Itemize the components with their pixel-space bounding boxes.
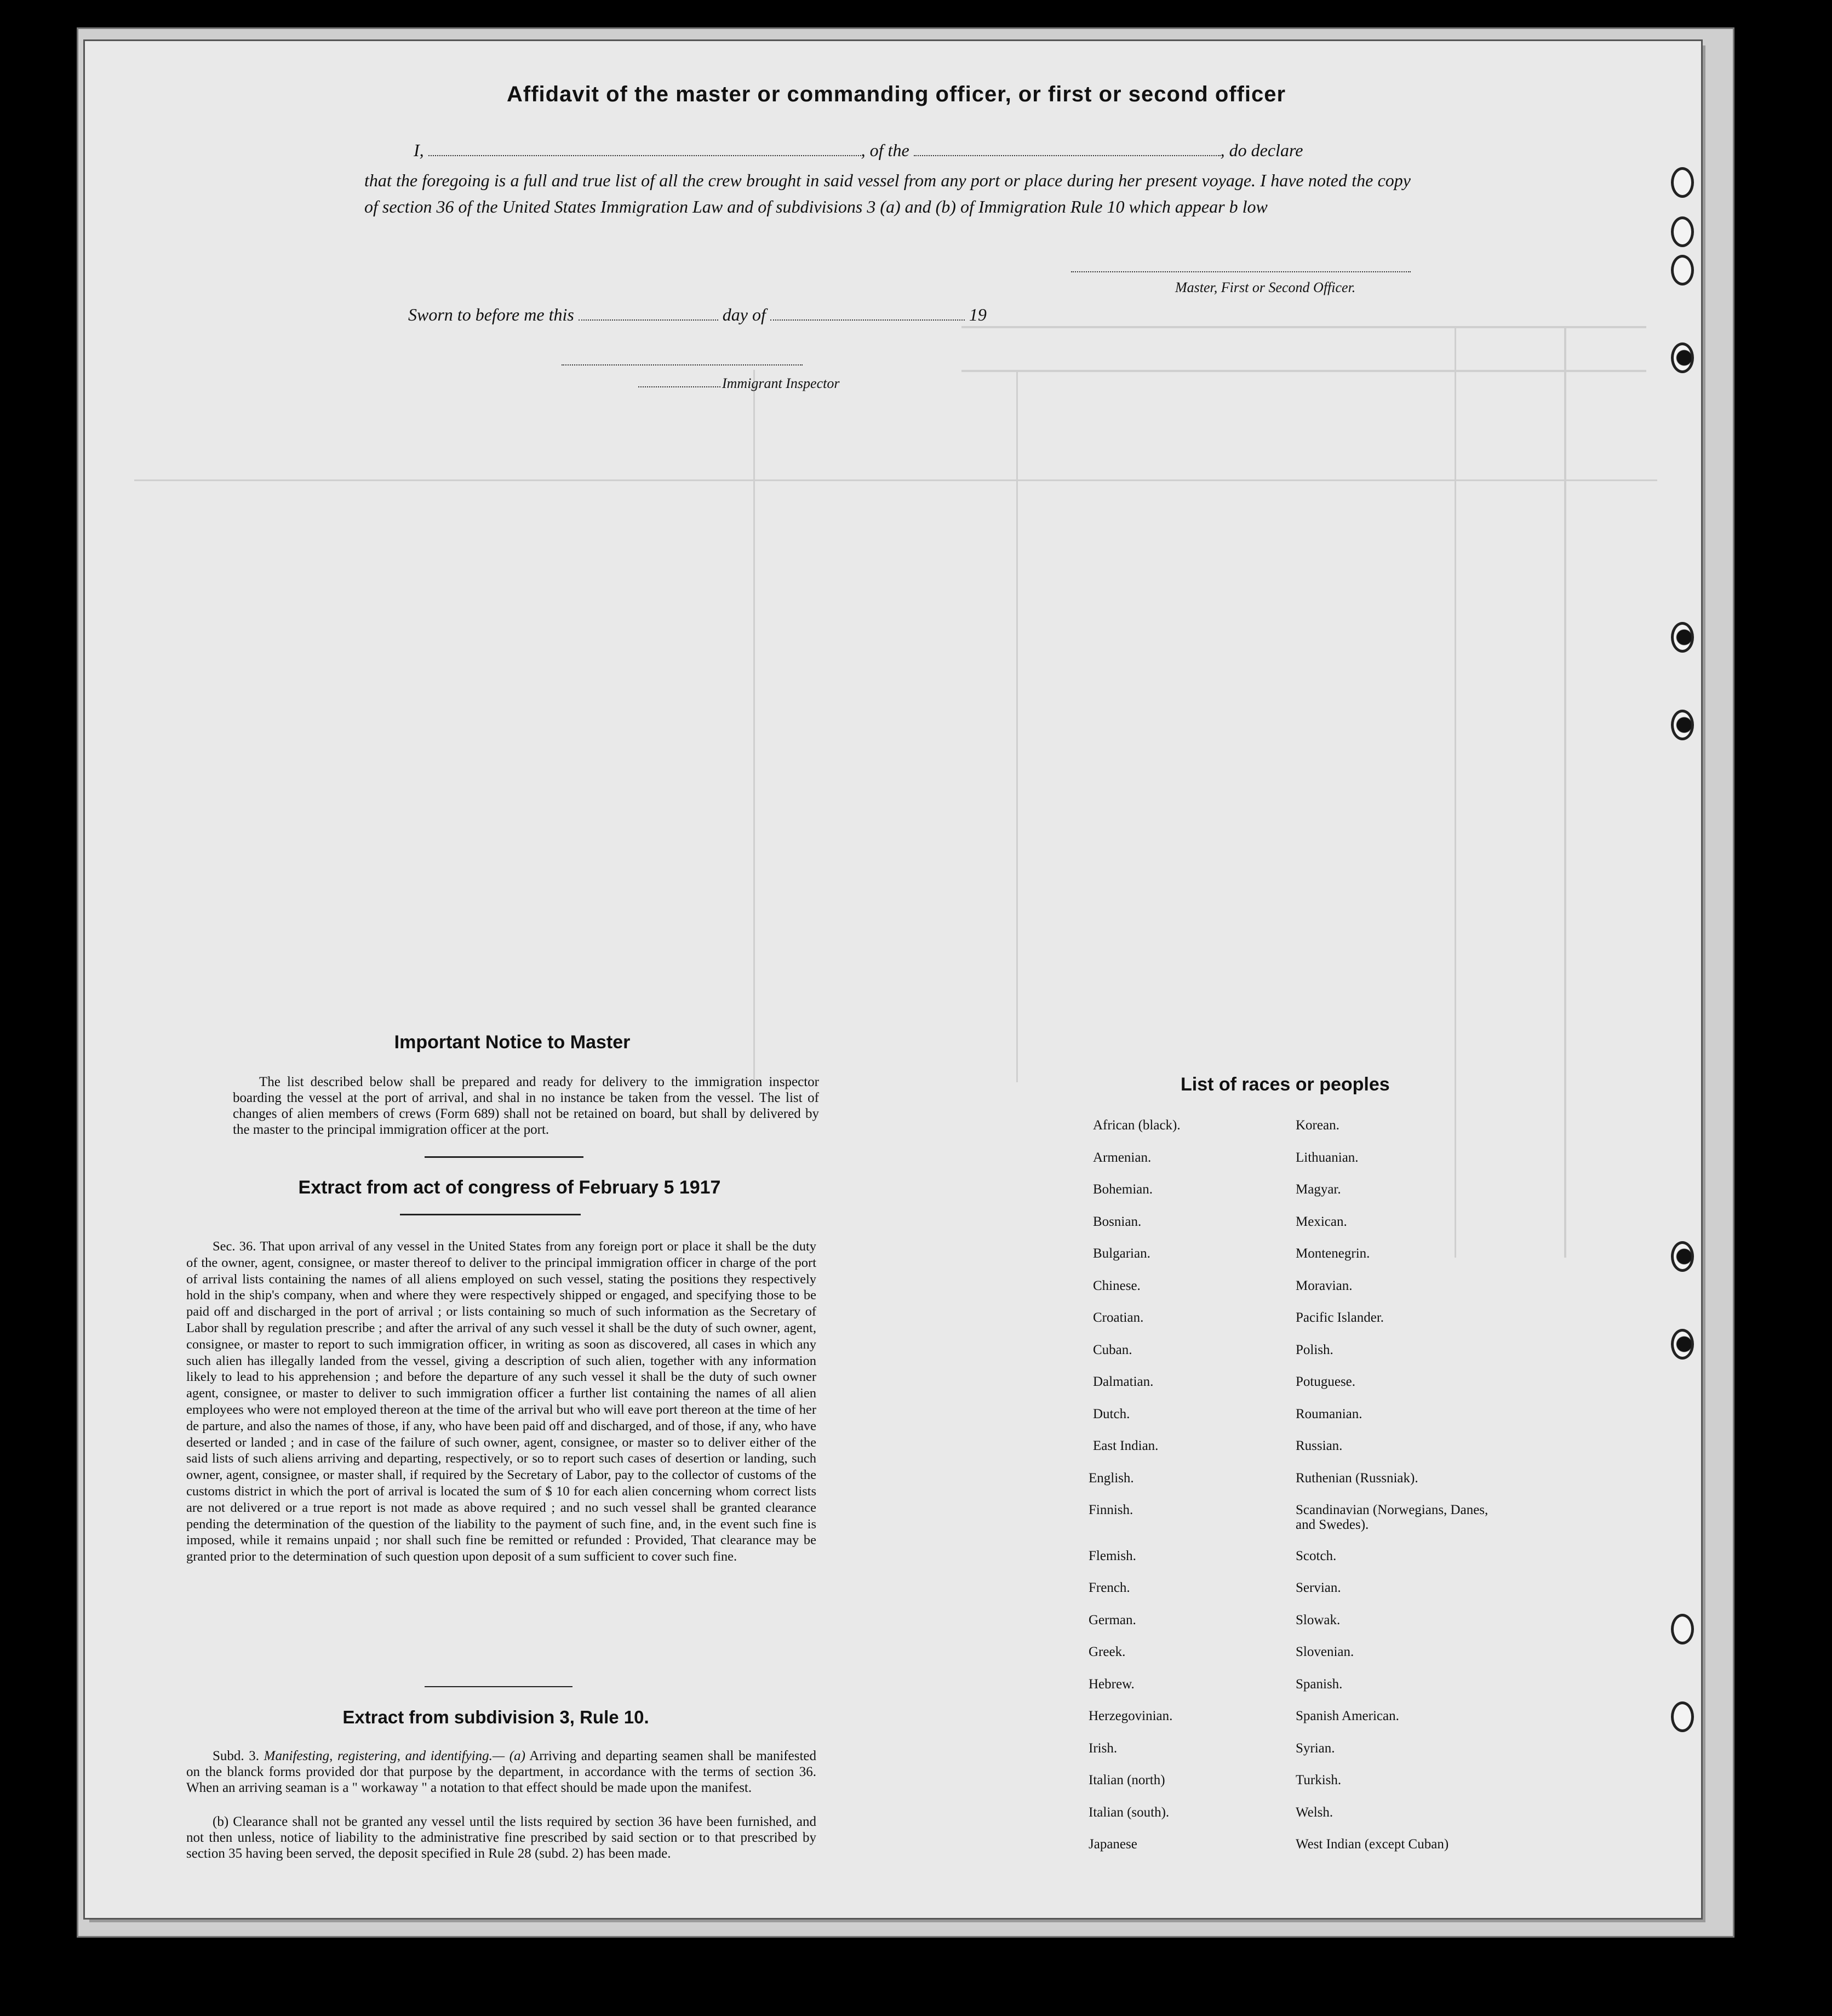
race-item: Lithuanian. — [1296, 1150, 1359, 1165]
race-item: Chinese. — [1093, 1278, 1141, 1293]
extract-rule-title: Extract from subdivision 3, Rule 10. — [342, 1707, 649, 1727]
signature-label: Master, First or Second Officer. — [1175, 279, 1356, 295]
race-item: Moravian. — [1296, 1278, 1353, 1293]
punch-hole-icon — [1671, 167, 1694, 198]
subd-3-paragraph-b — [186, 1814, 816, 1861]
affidavit-line1-mid: , of the — [861, 140, 909, 160]
race-item: Potuguese. — [1296, 1374, 1356, 1389]
race-item: West Indian (except Cuban) — [1296, 1837, 1449, 1852]
affidavit-title: Affidavit of the master or commanding officer, or first or second officer — [507, 82, 1286, 106]
divider — [425, 1156, 583, 1158]
punch-hole-icon — [1671, 1701, 1694, 1732]
punch-hole-icon — [1671, 255, 1694, 285]
race-item: Servian. — [1296, 1580, 1341, 1595]
notice-body — [233, 1074, 819, 1138]
affidavit-line1-end: , do declare — [1220, 140, 1303, 160]
sec-36-paragraph — [186, 1238, 816, 1565]
inspector-signature-line — [562, 364, 803, 365]
race-item: East Indian. — [1093, 1438, 1159, 1453]
race-item: Japanese — [1089, 1837, 1137, 1852]
punch-hole-icon — [1671, 1241, 1694, 1272]
punch-hole-icon — [1671, 342, 1694, 373]
race-item: Russian. — [1296, 1438, 1343, 1453]
race-item: French. — [1089, 1580, 1130, 1595]
affidavit-body: that the foregoing is a full and true list of all the crew brought in said vessel from any port or place during her present voyage. I have noted the copy of section 36 of the United States Immigration Law and of subdivisions 3 (a) and (b) of Immigration Rule 10 which appear b low — [364, 170, 1411, 216]
extract-act-title: Extract from act of congress of February 5 1917 — [298, 1177, 721, 1198]
race-item: Slowak. — [1296, 1612, 1341, 1627]
race-item: English. — [1089, 1470, 1134, 1486]
sec-36-label: Sec. 36. — [213, 1239, 256, 1254]
sworn-line — [408, 301, 1175, 328]
subd-b-label: (b) — [213, 1814, 229, 1829]
race-item: Scotch. — [1296, 1548, 1337, 1563]
race-item: Magyar. — [1296, 1182, 1341, 1197]
race-item: Turkish. — [1296, 1773, 1342, 1787]
race-item: Roumanian. — [1296, 1406, 1362, 1421]
race-item: Cuban. — [1093, 1342, 1132, 1357]
punch-hole-icon — [1671, 710, 1694, 740]
subd-para-b: Clearance shall not be granted any vessel until the lists required by section 36 have been furnished, and not then unless, notice of liability to the administrative fine prescribed by said section or to that prescribed by section 35 having been served, the deposit specified in Rule 28 (subd. 2) has been made. — [186, 1814, 816, 1861]
month-blank — [770, 303, 965, 321]
race-item: Bosnian. — [1093, 1214, 1142, 1229]
divider — [425, 1686, 572, 1687]
inspector-signature-line-2 — [638, 386, 720, 387]
race-item: Ruthenian (Russniak). — [1296, 1470, 1418, 1486]
subd-label: Subd. 3. — [213, 1749, 260, 1763]
day-of-label: day of — [722, 305, 766, 324]
race-item: Dutch. — [1093, 1406, 1130, 1421]
master-name-blank — [428, 139, 861, 156]
subd-3-paragraph-a — [186, 1748, 816, 1796]
race-item: Croatian. — [1093, 1310, 1144, 1325]
punch-hole-icon — [1671, 622, 1694, 653]
race-item: Polish. — [1296, 1342, 1333, 1357]
race-item: Korean. — [1296, 1118, 1339, 1133]
race-item: Spanish. — [1296, 1676, 1343, 1692]
race-item: Montenegrin. — [1296, 1246, 1370, 1261]
race-item: Hebrew. — [1089, 1676, 1135, 1692]
punch-hole-icon — [1671, 1329, 1694, 1360]
race-item: Bohemian. — [1093, 1182, 1153, 1197]
document-page — [85, 41, 1701, 1918]
affidavit-line1-start: I, — [414, 140, 424, 160]
race-item: Greek. — [1089, 1644, 1126, 1659]
race-item: Dalmatian. — [1093, 1374, 1154, 1389]
inspector-label: Immigrant Inspector — [722, 375, 840, 391]
race-item: Pacific Islander. — [1296, 1310, 1384, 1325]
race-item: Syrian. — [1296, 1740, 1335, 1756]
year-prefix: 19 — [969, 305, 987, 324]
race-item: Irish. — [1089, 1740, 1118, 1756]
race-item: Slovenian. — [1296, 1644, 1354, 1659]
race-item: Mexican. — [1296, 1214, 1347, 1229]
race-item: Italian (south). — [1089, 1804, 1170, 1820]
race-item: Bulgarian. — [1093, 1246, 1150, 1261]
race-item: Finnish. — [1089, 1503, 1133, 1517]
races-title: List of races or peoples — [1181, 1074, 1390, 1095]
race-item: Welsh. — [1296, 1804, 1333, 1820]
race-item: Flemish. — [1089, 1548, 1136, 1563]
day-blank — [579, 303, 718, 321]
sworn-label: Sworn to before me this — [408, 305, 574, 324]
sec-36-text: That upon arrival of any vessel in the United States from any foreign port or place it shall be the duty of the owner, agent, consignee, or master thereof to deliver to the principal immigration officer in charge of the port of arrival lists containing the names of all aliens employed on such vessel, stating the positions they respectively hold in the ship's company, when and where they were respectively shipped or engaged, and specifying those to be paid off and discharged in the port of arrival ; or lists containing so much of such information as the Secretary of Labor shall by regulation prescribe ; and after the arrival of any such vessel it shall be the duty of such owner, agent, consignee, or master to report to such immigration officer, in writing as soon as discovered, all cases in which any such alien has illegally landed from the vessel, giving a description of such alien, together with any information likely to lead to his apprehension ; and before the departure of any such vessel it shall be the duty of such owner agent, consignee, or master to deliver to such immigration officer a further list containing the names of all alien employees who were not employed thereon at the time of the arrival but who will eave port thereon at the time of her de parture, and also the names of those, if any, who have been paid off and discharged, and of those, if any, who have deserted or landed ; and in case of the failure of such owner, agent, consignee, or master so to deliver either of the said lists of such aliens arriving and departing, respectively, or so to report such cases of desertion or landing, such owner, agent, consignee, or master shall, if required by the Secretary of Labor, pay to the collector of customs of the customs district in which the port of arrival is located the sum of $ 10 for each alien concerning whom correct lists are not delivered or a true report is not made as above required ; and no such vessel shall be granted clearance pending the determination of the question of the liability to the payment of such fine, and, in the event such fine is imposed, while it remains unpaid ; nor shall such fine be remitted or refunded : Provided, That clearance may be granted prior to the determination of such question upon deposit of a sum sufficient to cover such fine. — [186, 1239, 816, 1564]
race-item: German. — [1089, 1612, 1136, 1627]
race-item: Armenian. — [1093, 1150, 1152, 1165]
divider — [400, 1214, 581, 1215]
signature-line — [1071, 271, 1411, 272]
notice-body-text: The list described below shall be prepared and ready for delivery to the immigration inspector boarding the vessel at the port of arrival, and shal in no instance be taken from the vessel. The list of changes of alien members of crews (Form 689) shall not be retained on board, but shall by delivered by the master to the principal immigration officer at the port. — [233, 1075, 819, 1137]
subd-heading: Manifesting, registering, and identifying.— (a) — [264, 1749, 525, 1763]
punch-hole-icon — [1671, 216, 1694, 247]
race-item: African (black). — [1093, 1118, 1181, 1133]
race-item: Italian (north) — [1089, 1773, 1165, 1787]
subd-para-a: Arriving and departing seamen shall be manifested on the blanck forms provided dor that purpose by the department, in accordance with the terms of section 36. When an arriving seaman is a " workaway " a notation to that effect should be made upon the manifest. — [186, 1749, 816, 1795]
punch-hole-icon — [1671, 1614, 1694, 1644]
race-item: Scandinavian (Norwegians, Danes, and Swedes). — [1296, 1503, 1488, 1532]
race-item: Spanish American. — [1296, 1709, 1399, 1723]
affidavit-declaration-line — [414, 137, 1520, 163]
vessel-name-blank — [914, 139, 1221, 156]
race-item: Herzegovinian. — [1089, 1709, 1173, 1723]
notice-title: Important Notice to Master — [394, 1032, 631, 1053]
